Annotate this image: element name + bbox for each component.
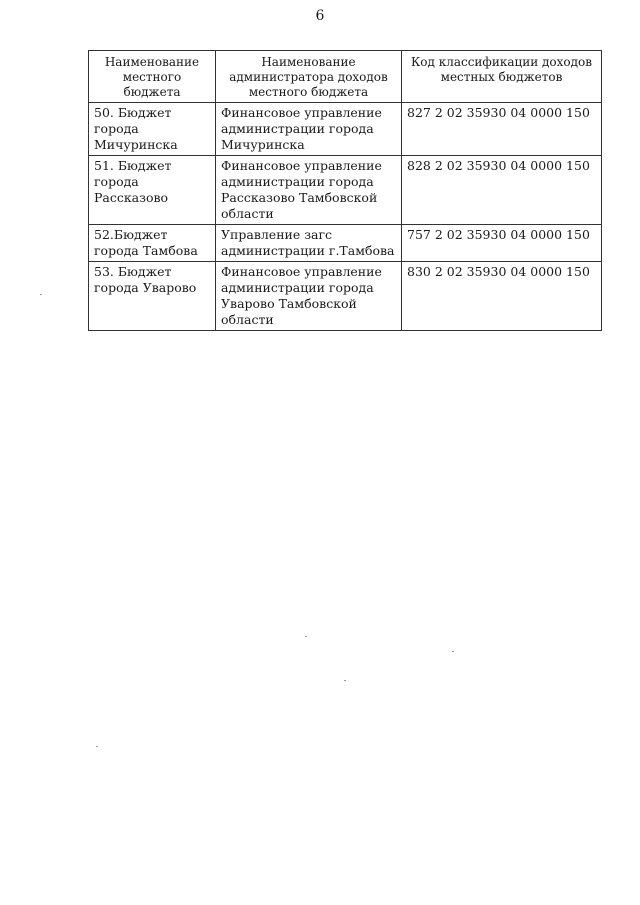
header-row	[89, 51, 602, 103]
table-header	[89, 51, 602, 103]
scan-speck	[96, 746, 98, 747]
header-classification-code: Код классификации доходов местных бюджетов	[402, 51, 602, 103]
administrator-cell: Финансовое управление администрации города Уварово Тамбовской области	[216, 262, 402, 331]
scan-speck	[305, 636, 307, 637]
table-row	[89, 156, 602, 225]
scan-speck	[452, 651, 454, 652]
header-administrator: Наименование администратора доходов местного бюджета	[216, 51, 402, 103]
table-row	[89, 225, 602, 262]
code-cell: 757 2 02 35930 04 0000 150	[402, 225, 602, 262]
administrator-cell: Управление загс администрации г.Тамбова	[216, 225, 402, 262]
budget-name-cell: 52.Бюджет города Тамбова	[89, 225, 216, 262]
budget-name-cell: 50. Бюджет города Мичуринска	[89, 103, 216, 156]
code-cell: 830 2 02 35930 04 0000 150	[402, 262, 602, 331]
administrator-cell: Финансовое управление администрации города Мичуринска	[216, 103, 402, 156]
scan-speck	[40, 294, 42, 295]
code-cell: 827 2 02 35930 04 0000 150	[402, 103, 602, 156]
scan-speck	[344, 680, 346, 681]
table-row	[89, 103, 602, 156]
table-row	[89, 262, 602, 331]
budget-name-cell: 53. Бюджет города Уварово	[89, 262, 216, 331]
budget-table	[88, 50, 602, 331]
header-budget-name: Наименование местного бюджета	[89, 51, 216, 103]
administrator-cell: Финансовое управление администрации города Рассказово Тамбовской области	[216, 156, 402, 225]
page-number: 6	[315, 8, 325, 24]
budget-name-cell: 51. Бюджет города Рассказово	[89, 156, 216, 225]
table-body	[89, 103, 602, 331]
code-cell: 828 2 02 35930 04 0000 150	[402, 156, 602, 225]
